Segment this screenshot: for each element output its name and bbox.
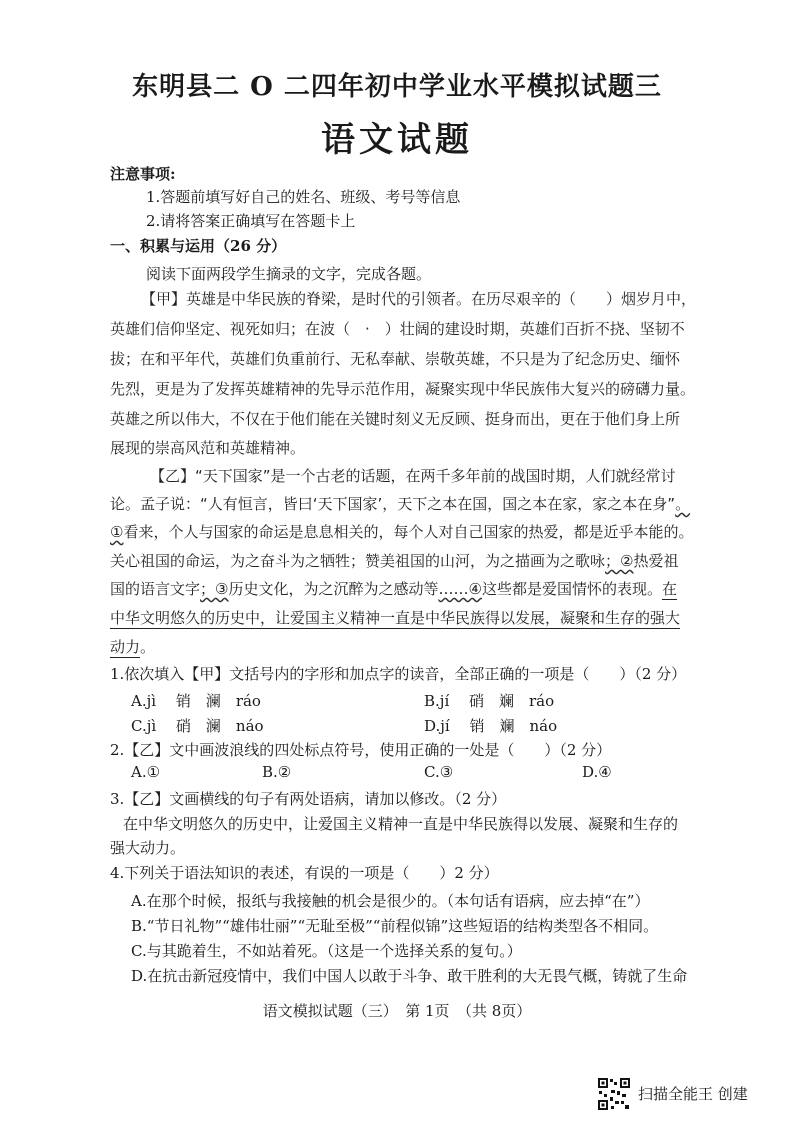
option-c: C.jì 硝 澜 náo — [131, 717, 264, 735]
wavy-punct: ① — [110, 523, 124, 541]
subject-title: 语文试题 — [321, 120, 473, 160]
option-c: C.③ — [424, 763, 454, 781]
question-text: 强大动力。 — [110, 839, 186, 857]
passage-yi-line — [110, 636, 155, 657]
exam-title: 东明县二 O 二四年初中学业水平模拟试题三 — [132, 72, 662, 102]
question-stem: 2.【乙】文中画波浪线的四处标点符号，使用正确的一处是（ ）（2 分） — [110, 741, 612, 759]
notes-heading: 注意事项: — [110, 165, 176, 183]
option-d: D.jí 销 斓 náo — [424, 717, 558, 735]
option-b: B.“节日礼物”“雄伟壮丽”“无耻至极”“前程似锦”这些短语的结构类型各不相同。 — [131, 917, 659, 935]
passage-yi-text: 看来，个人与国家的命运是息息相关的，每个人对自己国家的热爱，都是近乎本能的。 — [123, 523, 694, 541]
wavy-punct: ；② — [605, 552, 634, 570]
wavy-punct: 。 — [675, 495, 691, 513]
passage-yi-line — [110, 493, 690, 514]
option-b: B.② — [262, 763, 292, 781]
notes-item-2: 2.请将答案正确填写在答题卡上 — [146, 212, 356, 230]
passage-yi-text: 。 — [140, 638, 156, 656]
passage-yi-text: 国的语言文字 — [110, 580, 201, 598]
passage-yi-text: 关心祖国的命运，为之奋斗为之牺牲；赞美祖国的山河，为之描画为之歌咏 — [110, 552, 606, 570]
section-intro: 阅读下面两段学生摘录的文字，完成各题。 — [146, 265, 432, 283]
qr-code-icon — [597, 1077, 631, 1111]
question-stem: 1.依次填入【甲】文括号内的字形和加点字的读音，全部正确的一项是（ ）（2 分） — [110, 665, 687, 683]
underlined-text: 动力 — [110, 638, 141, 656]
option-b: B.jí 硝 斓 ráo — [424, 692, 555, 710]
passage-yi-line — [110, 578, 677, 599]
passage-jia-line: 拔；在和平年代，英雄们负重前行、无私奉献、崇敬英雄，不只是为了纪念历史、缅怀 — [110, 350, 681, 368]
option-a: A.在那个时候，报纸与我接触的机会是很少的。（本句话有语病，应去掉“在”） — [131, 892, 650, 910]
passage-yi-line — [110, 607, 680, 628]
passage-jia-line: 英雄们信仰坚定、视死如归；在波（ · ）壮阔的建设时期，英雄们百折不挠、坚韧不 — [110, 320, 685, 338]
section-heading: 一、积累与运用（26 分） — [110, 237, 287, 255]
question-text: 在中华文明悠久的历史中，让爱国主义精神一直是中华民族得以发展、凝聚和生存的 — [123, 815, 679, 833]
question-stem: 3.【乙】文画横线的句子有两处语病，请加以修改。（2 分） — [110, 790, 507, 808]
option-c: C.与其跪着生，不如站着死。（这是一个选择关系的复句。） — [131, 942, 522, 960]
passage-yi-text: 论。孟子说：“人有恒言，皆曰‘天下国家’，天下之本在国，国之本在家，家之本在身” — [110, 495, 676, 513]
passage-yi-text: 这些都是爱国情怀的表现。 — [481, 580, 662, 598]
option-d: D.在抗击新冠疫情中，我们中国人以敢于斗争、敢干胜利的大无畏气概，铸就了生命 — [131, 967, 688, 985]
page-footer: 语文模拟试题（三） 第 1页 （共 8页） — [262, 1002, 532, 1020]
underlined-text: 在 — [661, 580, 677, 598]
passage-jia-line: 英雄之所以伟大，不仅在于他们能在关键时刻义无反顾、挺身而出，更在于他们身上所 — [110, 410, 681, 428]
wavy-punct: ……④ — [438, 580, 482, 598]
passage-yi-line — [110, 521, 693, 542]
passage-yi-line: 【乙】“天下国家”是一个古老的话题，在两千多年前的战国时期，人们就经常讨 — [150, 467, 676, 485]
option-d: D.④ — [582, 763, 612, 781]
passage-yi-text: 热爱祖 — [633, 552, 679, 570]
question-stem: 4.下列关于语法知识的表述，有误的一项是（ ）2 分） — [110, 864, 499, 882]
passage-jia-line: 【甲】英雄是中华民族的脊梁，是时代的引领者。在历尽艰辛的（ ）烟岁月中， — [141, 290, 697, 308]
passage-yi-line — [110, 550, 678, 571]
passage-yi-text: 历史文化，为之沉醉为之感动等 — [228, 580, 439, 598]
passage-jia-line: 展现的崇高风范和英雄精神。 — [110, 439, 306, 457]
passage-jia-line: 先烈，更是为了发挥英雄精神的先导示范作用，凝聚实现中华民族伟大复兴的磅礴力量。 — [110, 380, 696, 398]
notes-item-1: 1.答题前填写好自己的姓名、班级、考号等信息 — [146, 188, 461, 206]
option-a: A.① — [131, 763, 161, 781]
scanner-watermark: 扫描全能王 创建 — [638, 1085, 748, 1103]
option-a: A.jì 销 澜 ráo — [131, 692, 261, 710]
underlined-text: 中华文明悠久的历史中，让爱国主义精神一直是中华民族得以发展，凝聚和生存的强大 — [110, 609, 681, 627]
wavy-punct: ；③ — [200, 580, 229, 598]
